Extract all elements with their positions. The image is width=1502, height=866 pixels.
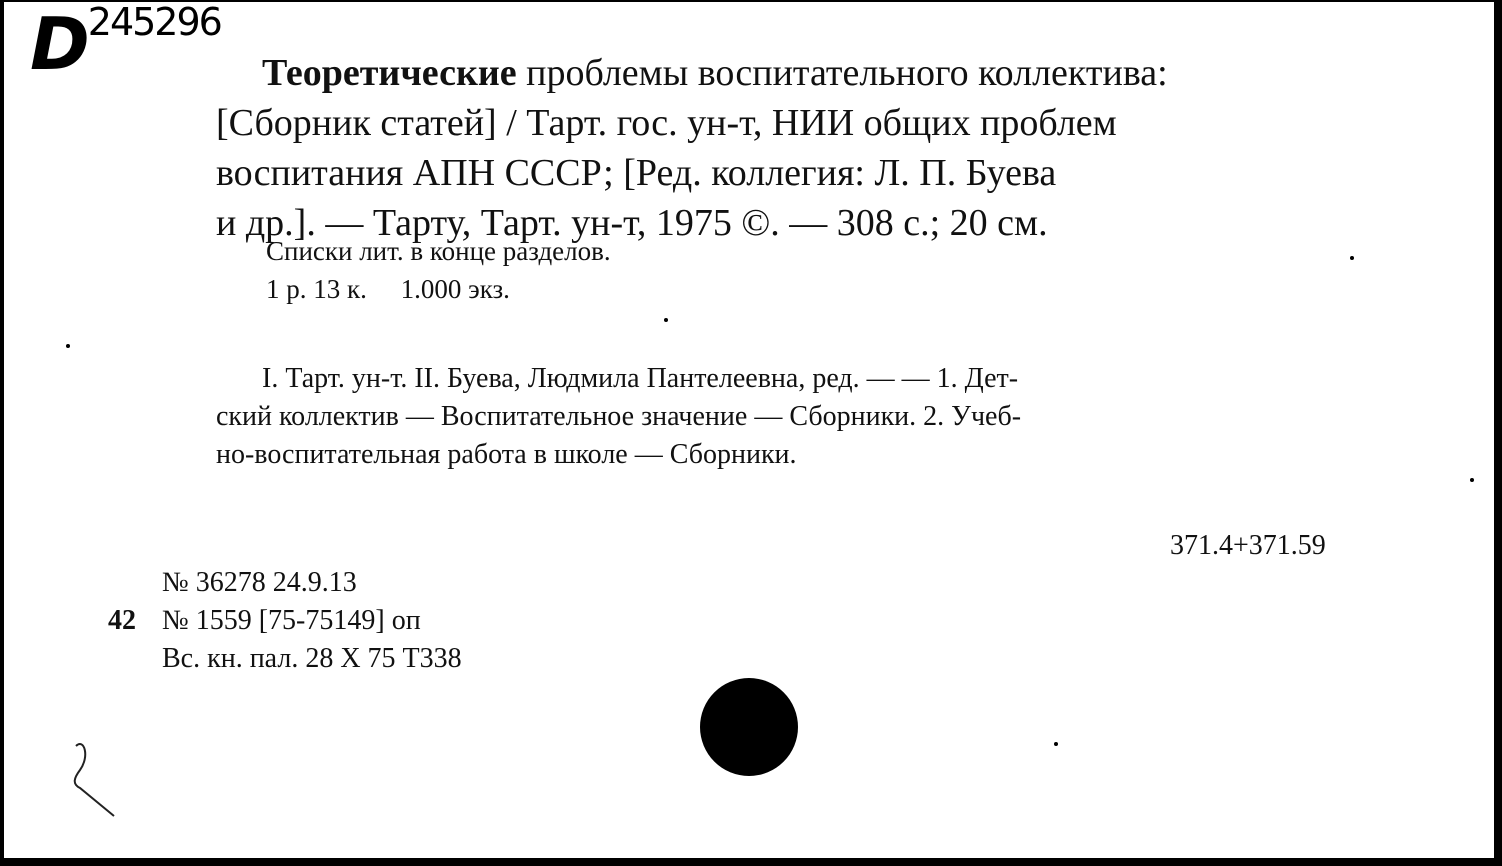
title-line-3: воспитания АПН СССР; [Ред. коллегия: Л. П. Буева [216,152,1057,194]
handwritten-inventory-number [30,2,221,86]
bibliography-note: Списки лит. в конце разделов. [266,236,611,266]
speck [1350,256,1354,260]
tracing-line-2: ский коллектив — Воспитательное значение — Сборники. 2. Учеб- [216,401,1022,432]
punch-hole [700,678,798,776]
title-bold: Теоретические [262,52,517,94]
tracings [216,360,1386,474]
order-number: № 1559 [75-75149] оп [162,605,421,636]
catalog-card [4,2,1494,858]
title-line-4: и др.]. — Тарту, Тарт. ун-т, 1975 ©. — 308 с.; 20 см. [216,202,1048,244]
registration-block [108,564,462,678]
registration-line-3 [108,640,462,678]
title-line-1-rest: проблемы воспитательного коллектива: [516,52,1168,94]
udc-index: 371.4+371.59 [1170,530,1326,561]
speck [66,344,70,348]
price-line [266,270,611,308]
registration-line-1 [108,564,462,602]
handwritten-number: 245296 [87,0,221,44]
chamber-code: Вс. кн. пал. 28 X 75 Т338 [162,643,462,674]
copies: 1.000 экз. [400,274,510,304]
title-line-1 [216,48,1386,98]
handwritten-letter: D [30,2,88,86]
tracing-line-3: но-воспитательная работа в школе — Сборники. [216,439,797,470]
speck [664,318,668,322]
speck [1054,742,1058,746]
registration-line-2 [108,602,462,640]
registration-number: № 36278 24.9.13 [162,567,357,598]
title-line-2: [Сборник статей] / Тарт. гос. ун-т, НИИ общих проблем [216,102,1117,144]
speck [1470,478,1474,482]
tracing-line-1: I. Тарт. ун-т. II. Буева, Людмила Пантелеевна, ред. — — 1. Дет- [262,363,1019,394]
handwritten-mark-icon [70,740,130,820]
bibliographic-description [216,48,1386,248]
price: 1 р. 13 к. [266,274,367,304]
notes [266,232,611,308]
card-prefix: 42 [108,605,136,636]
